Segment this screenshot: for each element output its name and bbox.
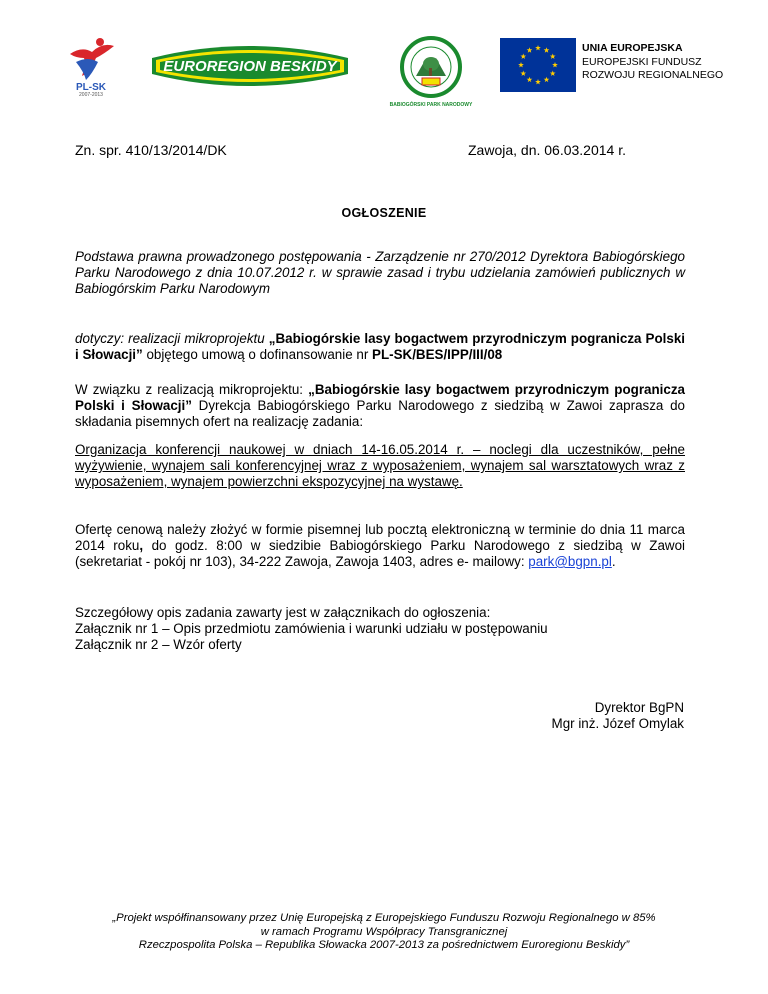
eu-flag [500, 38, 576, 92]
footer-line-2: w ramach Programu Współpracy Transgranicznej [260, 925, 508, 938]
legal-basis-paragraph: Podstawa prawna prowadzonego postępowania - Zarządzenie nr 270/2012 Dyrektora Babiogórskiego Parku Narodowego z dnia 10.07.2012 r. w sprawie zasad i trybu udzielania zamówień publicznych w Babiogórskim Parku Narodowym [75, 249, 685, 296]
contract-number: PL-SK/BES/IPP/III/08 [372, 347, 503, 362]
bgpn-logo-text: BABIOGÓRSKI PARK NARODOWY [389, 102, 473, 108]
page-title: OGŁOSZENIE [341, 206, 427, 220]
euroregion-logo [148, 40, 353, 90]
invitation-rest: Dyrekcja Babiogórskiego Parku Narodowego z siedzibą w Zawoi zaprasza do składania pisemnych ofert na realizację zadania: [75, 398, 686, 429]
footer-line-1: „Projekt współfinansowany przez Unię Europejską z Europejskiego Funduszu Rozwoju Regionalnego w 85% [112, 912, 656, 924]
task-description: Organizacja konferencji naukowej w dniach 14-16.05.2014 r. – noclegi dla uczestników, pełne wyżywienie, wynajem sali konferencyjnej wraz z wyposażeniem, wynajem sal warsztatowych wraz z wyposażeniem, wynajem powierzchni ekspozycyjnej na wystawę. [75, 442, 685, 489]
bgpn-logo [400, 36, 462, 98]
offer-paragraph [75, 522, 685, 570]
offer-end: . [611, 554, 616, 569]
eu-line-2: EUROPEJSKI FUNDUSZ [582, 55, 702, 68]
project-name: „Babiogórskie lasy bogactwem przyrodniczym pogranicza Polski i Słowacji” [75, 331, 685, 362]
footer-line-3: Rzeczpospolita Polska – Republika Słowacka 2007-2013 za pośrednictwem Euroregionu Beskidy” [138, 939, 630, 951]
signature-name: Mgr inż. Józef Omylak [551, 716, 684, 731]
footer [0, 912, 768, 953]
logo-bar [0, 30, 768, 108]
subject-intro: dotyczy: realizacji mikroprojektu [75, 331, 269, 346]
offer-text-a: Ofertę cenową należy złożyć w formie pisemnej lub pocztą elektroniczną w terminie do dnia 11 marca 2014 roku [75, 522, 685, 553]
attachments-intro: Szczegółowy opis zadania zawarty jest w załącznikach do ogłoszenia: [75, 605, 491, 620]
eu-line-1: UNIA EUROPEJSKA [582, 42, 683, 54]
eu-text [582, 42, 723, 83]
invitation-intro: W związku z realizacją mikroprojektu: [75, 382, 309, 397]
project-name-2: „Babiogórskie lasy bogactwem przyrodniczym pogranicza Polski i Słowacji” [75, 382, 685, 413]
attachment-2: Załącznik nr 2 – Wzór oferty [75, 637, 242, 652]
reference-number: Zn. spr. 410/13/2014/DK [75, 142, 227, 158]
subject-paragraph [75, 331, 685, 363]
attachments-paragraph [75, 605, 685, 653]
offer-text-c: do godz. 8:00 w siedzibie Babiogórskiego Parku Narodowego z siedzibą w Zawoi (sekretariat - pokój nr 103), 34-222 Zawoja, Zawoja 1403, adres e- mailowy: [75, 538, 685, 569]
svg-text:PL-SK: PL-SK [76, 82, 106, 93]
invitation-paragraph [75, 382, 685, 430]
svg-text:EUROREGION BESKIDY: EUROREGION BESKIDY [163, 58, 337, 75]
email-link[interactable]: park@bgpn.pl [528, 554, 612, 569]
signature-block [552, 700, 684, 732]
attachment-1: Załącznik nr 1 – Opis przedmiotu zamówienia i warunki udziału w postępowaniu [75, 621, 548, 636]
signature-title: Dyrektor BgPN [594, 700, 684, 715]
plsk-years: 2007-2013 [79, 92, 103, 98]
plsk-logo [62, 32, 120, 96]
subject-middle: objętego umową o dofinansowanie nr [142, 347, 373, 362]
eu-line-3: ROZWOJU REGIONALNEGO [582, 69, 724, 81]
document-date: Zawoja, dn. 06.03.2014 r. [468, 142, 626, 158]
offer-comma: , [139, 538, 144, 553]
